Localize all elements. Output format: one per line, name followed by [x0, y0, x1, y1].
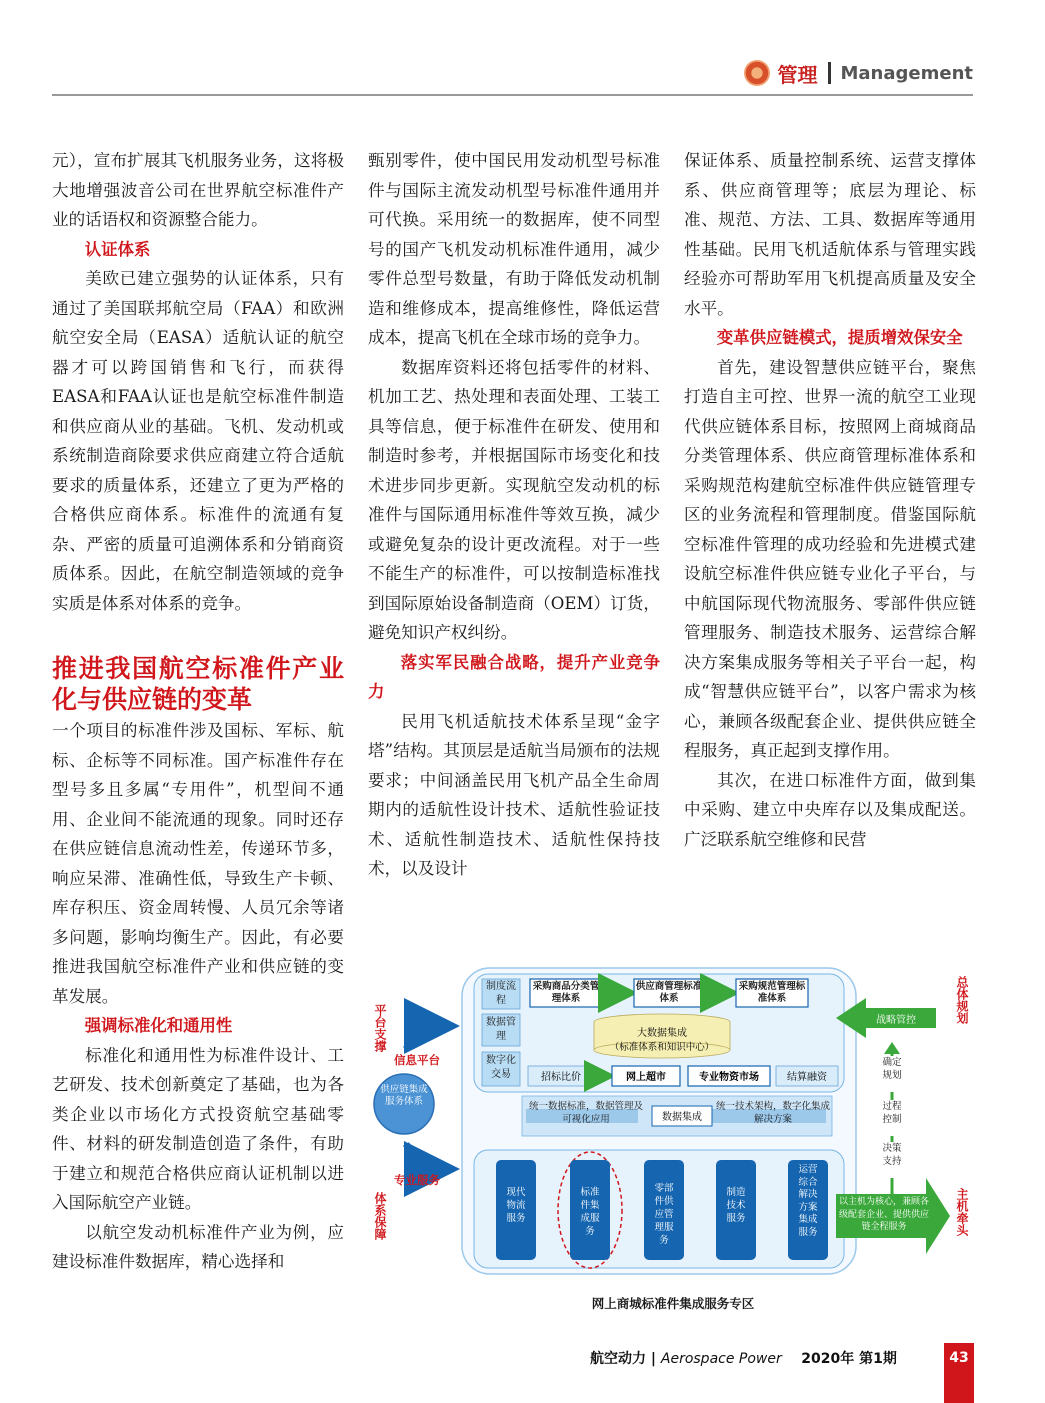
row-label: 数字化交易: [486, 1055, 516, 1080]
label-right-top: 总体规划: [955, 976, 969, 1024]
paragraph: 以航空发动机标准件产业为例，应建设标准件数据库，精心选择和: [52, 1222, 344, 1271]
step-label: 确定规划: [882, 1057, 902, 1081]
column-3: [684, 146, 976, 854]
subheading: 落实军民融合战略，提升产业竞争力: [368, 652, 660, 701]
journal-name-cn: 航空动力: [590, 1351, 646, 1367]
paragraph: 美欧已建立强势的认证体系，只有通过了美国联邦航空局（FAA）和欧洲航空安全局（EASA）适航认证的航空器才可以跨国销售和飞行，而获得EASA和FAA认证也是航空标准件制造和供应商从业的基础。飞机、发动机或系统制造商除要求供应商建立符合适航要求的质量体系，还建立了更为严格的合格供应商体系。标准件的流通有复杂、严密的质量可追溯体系和分销商资质体系。因此，在航空制造领域的竞争实质是体系对体系的竞争。: [52, 269, 344, 613]
service-pillar: 零部件供应管理服务: [654, 1183, 674, 1246]
column-2: [368, 146, 660, 884]
label-left-top: 平台支撑: [373, 1004, 387, 1052]
section-title-cn: 管理: [777, 62, 818, 87]
column-1: [52, 146, 344, 1277]
section-title-en: Management: [840, 62, 973, 84]
paragraph: 保证体系、质量控制系统、运营支撑体系、供应商管理等；底层为理论、标准、规范、方法、工具、数据库等通用性基础。民用飞机适航体系与管理实践经验亦可帮助军用飞机提高质量及安全水平。: [684, 151, 976, 318]
step-label: 过程控制: [882, 1101, 902, 1125]
trade-box: 网上超市: [626, 1072, 666, 1083]
trade-box: 结算融资: [787, 1072, 827, 1083]
issue-label: 2020年 第1期: [801, 1351, 897, 1367]
top-box: 采购商品分类管理体系: [532, 981, 600, 1004]
row-label: 数据管理: [486, 1017, 516, 1042]
strategy-label: 战略管控: [876, 1015, 916, 1026]
label-right-bottom: 主机牵头: [955, 1188, 969, 1236]
service-pillar: 运营综合解决方案集成服务: [798, 1164, 818, 1238]
service-pillar: 制造技术服务: [726, 1187, 746, 1224]
page-header: [744, 58, 974, 88]
journal-name-en: Aerospace Power: [660, 1351, 782, 1367]
row-label: 制度流程: [486, 981, 516, 1006]
paragraph: 甄别零件，使中国民用发动机型号标准件与国际主流发动机型号标准件通用并可代换。采用统一的数据库，使不同型号的国产飞机发动机标准件通用，减少零件总型号数量，有助于降低发动机制造和维修成本，提高维修性，降低运营成本，提高飞机在全球市场的竞争力。: [368, 151, 660, 347]
top-box: 采购规范管理标准体系: [738, 981, 806, 1004]
page-edge-bar: [944, 1373, 974, 1403]
supply-chain-diagram: [366, 964, 982, 1282]
section-title: 推进我国航空标准件产业化与供应链的变革: [52, 654, 344, 714]
subheading: 变革供应链模式，提质增效保安全: [716, 328, 963, 347]
paragraph: 元），宣布扩展其飞机服务业务，这将极大地增强波音公司在世界航空标准件产业的话语权和资源整合能力。: [52, 151, 344, 229]
figure-caption: 网上商城标准件集成服务专区: [591, 1296, 755, 1311]
page-number: 43: [944, 1343, 974, 1373]
arrow-down-icon: [406, 1144, 446, 1169]
subheading: 强调标准化和通用性: [84, 1016, 233, 1035]
top-box: 供应商管理标准体系: [635, 981, 703, 1004]
paragraph: 一个项目的标准件涉及国标、军标、航标、企标等不同标准。国产标准件存在型号多且多属“专用件”，机型间不通用、企业间不能流通的现象。同时还存在供应链信息流动性差，传递环节多，响应呆滞、准确性低，导致生产卡顿、库存积压、资金周转慢、人员冗余等诸多问题，影响均衡生产。因此，有必要推进我国航空标准件产业和供应链的变革发展。: [52, 721, 344, 1006]
bigdata-label: 大数据集成: [637, 1028, 687, 1039]
mid-center-label: 数据集成: [662, 1112, 702, 1123]
center-circle-label: 供应链集成服务体系: [380, 1084, 428, 1107]
trade-box: 专业物资市场: [699, 1072, 759, 1083]
paragraph: 首先，建设智慧供应链平台，聚焦打造自主可控、世界一流的航空工业现代供应链体系目标，按照网上商城商品分类管理体系、供应商管理标准体系和采购规范构建航空标准件供应链管理专区的业务流程和管理制度。借鉴国际航空标准件管理的成功经验和先进模式建设航空标准件供应链专业化子平台，与中航国际现代物流服务、零部件供应链管理服务、制造技术服务、运营综合解决方案集成服务等相关子平台一起，构成“智慧供应链平台”，以客户需求为核心，兼顾各级配套企业、提供供应链全程服务，真正起到支撑作用。: [684, 357, 976, 760]
paragraph: 标准化和通用性为标准件设计、工艺研发、技术创新奠定了基础，也为各类企业以市场化方式投资航空基础零件、材料的研发制造创造了条件，有助于建立和规范合格供应商认证机制以进入国际航空产业链。: [52, 1045, 344, 1212]
step-label: 决策支持: [882, 1143, 902, 1167]
label-pro-service: 专业服务: [394, 1173, 440, 1187]
paragraph: 民用飞机适航技术体系呈现“金字塔”结构。其顶层是适航当局颁布的法规要求；中间涵盖民用飞机产品全生命周期内的适航性设计技术、适航性验证技术、适航性制造技术、适航性保持技术，以及设计: [368, 711, 660, 878]
label-info-platform: 信息平台: [394, 1053, 440, 1067]
paragraph: 数据库资料还将包括零件的材料、机加工艺、热处理和表面处理、工装工具等信息，便于标准件在研发、使用和制造时参考，并根据国际市场变化和技术进步同步更新。实现航空发动机的标准件与国际通用标准件等效互换，减少或避免复杂的设计更改流程。对于一些不能生产的标准件，可以按制造标准找到国际原始设备制造商（OEM）订货，避免知识产权纠纷。: [368, 357, 660, 642]
service-pillar: 现代物流服务: [506, 1187, 526, 1224]
mid-left-label: 统一数据标准，数据管理及可视化应用: [528, 1101, 643, 1125]
subheading: 认证体系: [84, 239, 151, 259]
arrow-up-icon: [406, 1026, 446, 1049]
mid-right-label: 统一技术架构，数字化集成解决方案: [716, 1101, 830, 1125]
footer-divider: |: [650, 1351, 656, 1367]
arrow-text: 以主机为核心，兼顾各级配套企业、提供供应链全程服务: [838, 1197, 929, 1232]
page-footer: [590, 1348, 897, 1368]
paragraph: 其次，在进口标准件方面，做到集中采购、建立中央库存以及集成配送。广泛联系航空维修和民营: [684, 770, 976, 849]
service-pillar: 标准件集成服务: [580, 1187, 600, 1237]
bigdata-sub-label: （标准体系和知识中心）: [609, 1042, 715, 1053]
header-rule: [52, 94, 973, 96]
section-logo-icon: [744, 60, 770, 86]
label-left-bottom: 体系保障: [373, 1192, 387, 1240]
header-divider: [828, 62, 831, 84]
trade-box: 招标比价: [541, 1072, 581, 1083]
